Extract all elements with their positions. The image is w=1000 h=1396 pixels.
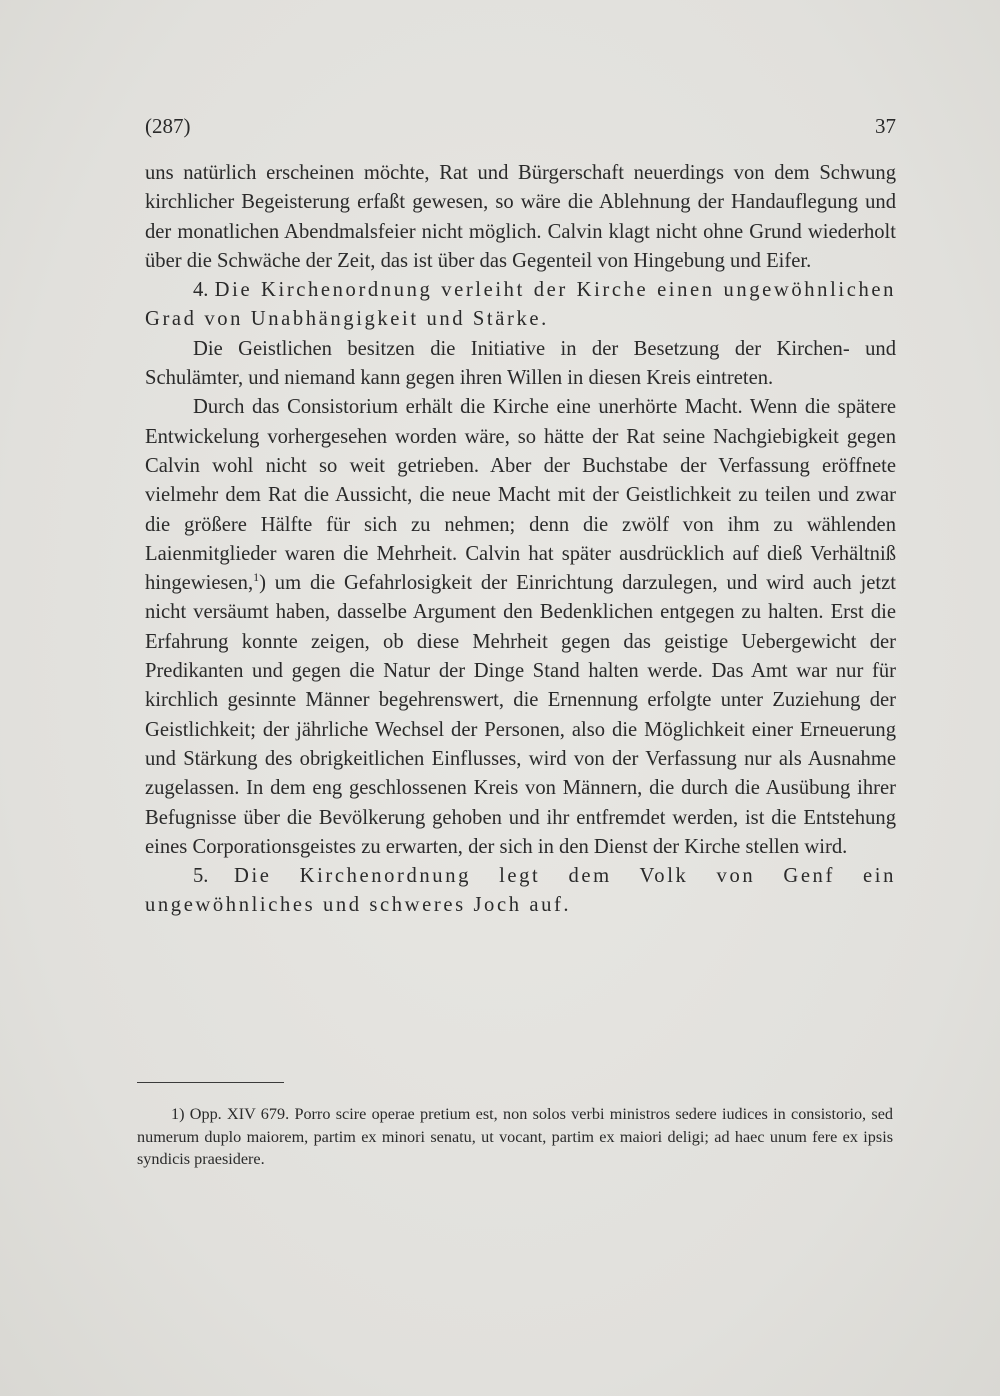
heading-number: 5. [193, 865, 209, 888]
heading-text: Die Kirchenordnung verleiht der Kirche einen ungewöhnlichen Grad von Unabhängigkeit und Stärke. [145, 279, 896, 331]
footnote-reference: 1 [253, 570, 260, 585]
footnote: 1) Opp. XIV 679. Porro scire operae pretium est, non solos verbi ministros sedere iudices in consistorio, sed numerum duplo maiorem, partim ex minori senatu, ut vocant, partim ex maiori deligi; ad haec unum fere ex ipsis syndicis praesidere. [137, 1105, 893, 1168]
paragraph: Die Geistlichen besitzen die Initiative in der Besetzung der Kirchen- und Schulämter, und niemand kann gegen ihren Willen in diesen Kreis eintreten. [145, 337, 896, 390]
numbered-heading-5 [145, 862, 896, 921]
paragraph-consistorium [145, 393, 896, 862]
numbered-heading-4 [145, 276, 896, 335]
body-text [145, 159, 896, 921]
page-number: 37 [875, 114, 896, 138]
heading-text: Die Kirchenordnung legt dem Volk von Genf ein ungewöhnliches und schweres Joch auf. [145, 865, 896, 917]
paragraph-continuation: uns natürlich erscheinen möchte, Rat und Bürgerschaft neuerdings von dem Schwung kirchlicher Begeisterung erfaßt gewesen, so wäre die Ablehnung der Handauflegung und der monatlichen Abendmalsfeier nicht möglich. Calvin klagt nicht ohne Grund wiederholt über die Schwäche der Zeit, das ist über das Gegenteil von Hingebung und Eifer. [145, 162, 896, 272]
paragraph-text: ) um die Gefahrlosigkeit der Einrichtung darzulegen, und wird auch jetzt nicht versäumt haben, dasselbe Argument den Bedenklichen entgegen zu halten. Erst die Erfahrung konnte zeigen, ob diese Mehrheit gegen das geistige Uebergewicht der Predikanten und gegen die Natur der Dinge Stand halten werde. Das Amt war nur für kirchlich gesinnte Männer begehrenswert, die Ernennung erfolgte unter Zuziehung der Geistlichkeit; der jährliche Wechsel der Personen, also die Möglichkeit einer Erneuerung und Stärkung des obrigkeitlichen Einflusses, wird von der Verfassung nur als Ausnahme zugelassen. In dem eng geschlossenen Kreis von Männern, die durch die Ausübung ihrer Befugnisse über die Bevölkerung gehoben und ihr entfremdet werden, ist die Entstehung eines Corporationsgeistes zu erwarten, der sich in den Dienst der Kirche stellen wird. [145, 572, 896, 858]
paragraph-text: Durch das Consistorium erhält die Kirche eine unerhörte Macht. Wenn die spätere Entwickelung vorhergesehen worden wäre, so hätte der Rat seine Nachgiebigkeit gegen Calvin wohl nicht so weit getrieben. Aber der Buchstabe der Verfassung eröffnete vielmehr dem Rat die Aussicht, die neue Macht mit der Geistlichkeit zu teilen und zwar die größere Hälfte für sich zu nehmen; denn die zwölf von ihm zu wählenden Laienmitglieder waren die Mehrheit. Calvin hat später ausdrücklich auf dieß Verhältniß hingewiesen, [145, 396, 896, 595]
heading-number: 4. [193, 279, 209, 302]
footnote-separator [137, 1082, 284, 1083]
section-number: (287) [145, 114, 191, 138]
